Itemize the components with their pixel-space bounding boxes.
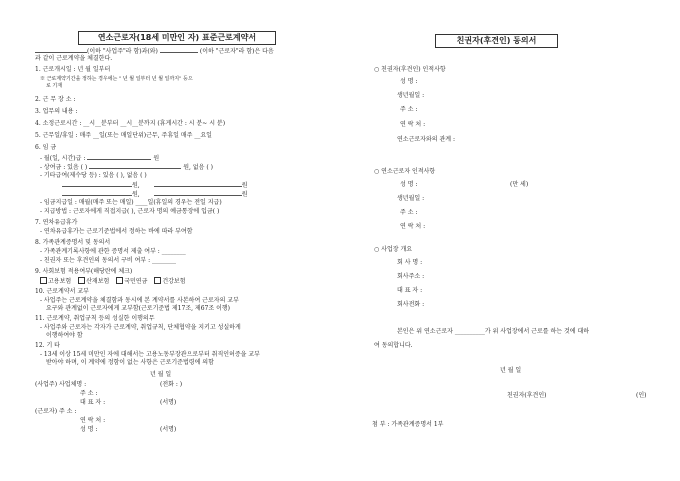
- other-pay-unit-2: 원: [241, 182, 248, 189]
- other-pay-row-2: [62, 190, 248, 198]
- intro-worker-text: (이하 "근로자"라 함)은 다음: [199, 48, 274, 55]
- minor-section: ○ 연소근로자 인적사항: [374, 168, 436, 175]
- section-10: 10. 근로계약서 교부: [35, 288, 89, 295]
- section-3: 3. 업무의 내용 :: [35, 108, 78, 115]
- attachment-note: 첨 부 : 가족관계증명서 1부: [372, 421, 444, 428]
- section-1-note-2: 로 기재: [46, 83, 63, 89]
- contract-title: 연소근로자(18세 미만인 자) 표준근로계약서: [78, 31, 276, 45]
- other-pay-row-1: [62, 181, 248, 189]
- guardian-name: 성 명 :: [400, 78, 418, 85]
- guardian-relation: 연소근로자와의 관계 :: [397, 136, 456, 143]
- company-address: 회사주소 :: [397, 273, 425, 280]
- section-2: 2. 근 무 장 소 :: [35, 96, 76, 103]
- wage-line: [40, 154, 159, 162]
- guardian-address: 주 소 :: [400, 106, 418, 113]
- section-12-b: 받아야 하며, 이 계약에 정함이 없는 사항은 근로기준법령에 의함: [46, 359, 214, 366]
- guardian-seal: (인): [636, 392, 647, 399]
- intro-line-1: [35, 47, 274, 55]
- section-8-a: - 가족관계기록사항에 관한 증명서 제출 여부 : ________: [40, 248, 186, 255]
- employer-phone: (전화 : ): [160, 381, 183, 388]
- minor-birthdate: 생년월일 :: [397, 195, 425, 202]
- section-8: 8. 가족관계증명서 및 동의서: [35, 239, 111, 246]
- section-5: 5. 근무일/휴일 : 매주 __일(또는 매일단위)근무, 주휴일 매주 __요일: [35, 132, 212, 139]
- employer-signature: (서명): [160, 399, 177, 406]
- section-1: 1. 근로개시일 : 년 월 일부터: [35, 66, 111, 73]
- other-pay-unit-1: 원,: [132, 182, 140, 189]
- minor-phone: 연 락 처 :: [400, 223, 426, 230]
- other-pay-line: - 기타급여(제수당 등) : 있음 ( ), 없음 ( ): [40, 172, 147, 179]
- section-6: 6. 임 금: [35, 144, 57, 151]
- section-9: 9. 사회보험 적용여부(해당란에 체크): [35, 268, 133, 275]
- employer-address: 주 소 :: [80, 390, 98, 397]
- section-7-text: - 연차유급휴가는 근로기준법에서 정하는 바에 따라 부여함: [40, 228, 193, 235]
- insurance-label: 산재보험: [86, 278, 110, 285]
- pay-date-line: - 임금지급일 : 매월(매주 또는 매일) ____일(휴일의 경우는 전일 지급): [40, 199, 222, 206]
- consent-date: 년 월 일: [500, 367, 522, 374]
- other-pay-unit-3: 원,: [132, 191, 140, 198]
- bonus-unit: 원, 없음 ( ): [183, 164, 213, 171]
- bonus-label: - 상여금 : 있음 ( ): [40, 164, 88, 171]
- company-name: 회 사 명 :: [397, 259, 423, 266]
- bonus-line: [40, 163, 213, 171]
- section-12: 12. 기 타: [35, 342, 60, 349]
- consent-page: [340, 0, 680, 481]
- guardian-birthdate: 생년월일 :: [397, 92, 425, 99]
- section-4: 4. 소정근로시간 : __시__분부터 __시__분까지 (휴게시간 : 시 분~ 시 분): [35, 120, 226, 127]
- guardian-section: ○ 친권자(후견인) 인적사항: [374, 66, 446, 73]
- contract-date: 년 월 일: [150, 371, 172, 378]
- consent-statement-2: 여 동의합니다.: [374, 342, 413, 349]
- worker-signature: (서명): [160, 426, 177, 433]
- section-10-b: 요구와 관계없이 근로자에게 교부함(근로기준법 제17조, 제67조 이행): [46, 305, 230, 312]
- company-phone: 회사전화 :: [397, 301, 425, 308]
- minor-name: 성 명 :: [400, 181, 418, 188]
- minor-age: (만 세): [510, 181, 529, 188]
- intro-line-2: 과 같이 근로계약을 체결한다.: [35, 55, 113, 62]
- intro-employer-text: (이하 "사업주"라 함)과(와): [87, 48, 158, 55]
- insurance-checkbox[interactable]: [78, 277, 85, 284]
- workplace-section: ○ 사업장 개요: [374, 246, 413, 253]
- other-pay-unit-4: 원: [241, 191, 248, 198]
- worker-address: (근로자) 주 소 :: [35, 408, 77, 415]
- section-1-note: ※ 근로계약기간을 정하는 경우에는 " 년 월 일부터 년 월 일까지" 등으: [40, 76, 193, 82]
- guardian-signature-label: 친권자(후견인): [507, 392, 547, 399]
- insurance-label: 국민연금: [124, 278, 148, 285]
- employer-representative: 대 표 자 :: [80, 399, 106, 406]
- insurance-options: [40, 277, 186, 285]
- section-8-b: - 친권자 또는 후견인의 동의서 구비 여부 : ________: [40, 257, 177, 264]
- section-7: 7. 연차유급휴가: [35, 219, 78, 226]
- guardian-phone: 연 락 처 :: [400, 121, 426, 128]
- insurance-label: 고용보험: [48, 278, 72, 285]
- insurance-checkbox[interactable]: [40, 277, 47, 284]
- wage-unit: 원: [153, 155, 160, 162]
- employer-name: (사업주) 사업체명 :: [35, 381, 87, 388]
- worker-name: 성 명 :: [80, 426, 98, 433]
- section-11-a: - 사업주와 근로자는 각자가 근로계약, 취업규칙, 단체협약을 지키고 성실하게: [40, 324, 241, 331]
- section-10-a: - 사업주는 근로계약을 체결함과 동시에 본 계약서를 사본하여 근로자의 교부: [40, 297, 239, 304]
- consent-title: 친권자(후견인) 동의서: [435, 34, 558, 48]
- section-12-a: - 13세 이상 15세 미만인 자에 대해서는 고용노동부장관으로부터 취직인허증을 교부: [40, 351, 260, 358]
- wage-label: - 월(일, 시간)급 :: [40, 155, 86, 162]
- company-representative: 대 표 자 :: [397, 287, 423, 294]
- section-11: 11. 근로계약, 취업규칙 등의 성실한 이행의무: [35, 315, 155, 322]
- insurance-checkbox[interactable]: [154, 277, 161, 284]
- insurance-label: 건강보험: [162, 278, 186, 285]
- consent-statement: 본인은 위 연소근로자 __________가 위 사업장에서 근로를 하는 것에 대하: [397, 328, 590, 335]
- worker-phone: 연 락 처 :: [80, 417, 106, 424]
- minor-address: 주 소 :: [400, 209, 418, 216]
- section-11-b: 이행하여야 함: [46, 332, 83, 339]
- insurance-checkbox[interactable]: [116, 277, 123, 284]
- pay-method-line: - 지급방법 : 근로자에게 직접지급( ), 근로자 명의 예금통장에 입금( ): [40, 208, 220, 215]
